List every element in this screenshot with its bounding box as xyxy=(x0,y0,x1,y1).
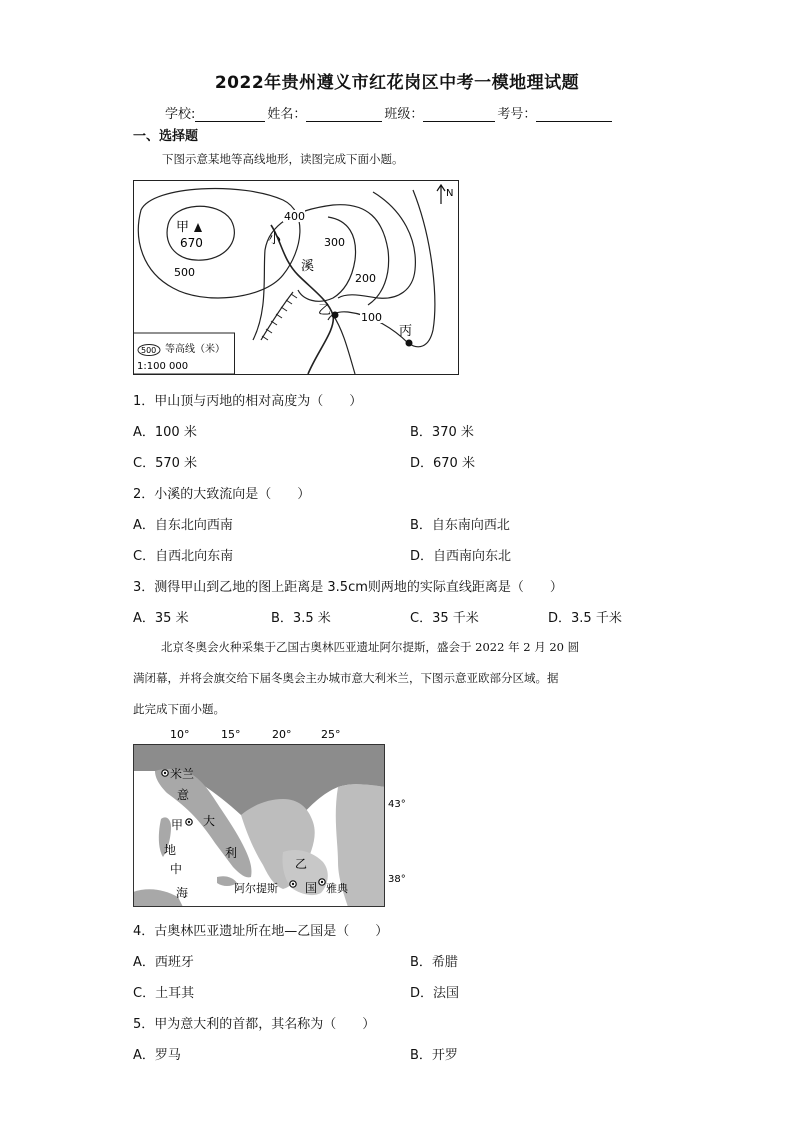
country-yi-label: 乙 xyxy=(295,857,308,871)
passage xyxy=(133,632,653,725)
lon-label-10: 10° xyxy=(170,728,190,741)
point-yi-marker xyxy=(332,312,339,319)
q1-option-c[interactable]: C．570 米 xyxy=(133,456,198,471)
class-label: 班级： xyxy=(384,107,424,122)
contour-label-400: 400 xyxy=(284,210,305,223)
altis-label: 阿尔提斯 xyxy=(234,882,278,895)
sea-char-1: 地 xyxy=(164,843,177,857)
lon-label-15: 15° xyxy=(221,728,241,741)
q2-option-d[interactable]: D．自西南向东北 xyxy=(410,549,512,564)
question-5-stem: 5．甲为意大利的首都，其名称为（ ） xyxy=(133,1017,376,1032)
q3-option-d[interactable]: D．3.5 千米 xyxy=(548,611,622,626)
passage-line-3: 此完成下面小题。 xyxy=(133,702,225,716)
italy-char-3: 利 xyxy=(225,846,238,860)
exam-no-blank[interactable] xyxy=(536,107,612,122)
q4-option-c[interactable]: C．土耳其 xyxy=(133,986,195,1001)
q2-option-a[interactable]: A．自东北向西南 xyxy=(133,518,233,533)
map-scale: 1:100 000 xyxy=(137,361,189,372)
contour-map xyxy=(133,180,459,375)
q5-option-a[interactable]: A．罗马 xyxy=(133,1048,181,1063)
peak-value: 670 xyxy=(180,236,203,250)
stream-char-1: 小 xyxy=(268,232,282,247)
q1-option-a[interactable]: A．100 米 xyxy=(133,425,197,440)
school-blank[interactable] xyxy=(195,107,265,122)
q4-option-b[interactable]: B．希腊 xyxy=(410,955,458,970)
peak-label: 甲 xyxy=(176,220,190,235)
legend-contour-value: 500 xyxy=(141,346,157,355)
italy-char-1: 意 xyxy=(177,788,190,802)
italy-char-2: 大 xyxy=(203,814,216,828)
q1-option-d[interactable]: D．670 米 xyxy=(410,456,475,471)
athens-label: 雅典 xyxy=(326,882,348,895)
north-arrow-icon: N xyxy=(446,188,454,199)
contour-label-200: 200 xyxy=(355,272,376,285)
sea-char-3: 海 xyxy=(176,886,189,900)
question-4-stem: 4．古奥林匹亚遗址所在地—乙国是（ ） xyxy=(133,924,389,939)
point-yi-label: 乙 xyxy=(318,303,332,318)
q3-option-b[interactable]: B．3.5 米 xyxy=(271,611,331,626)
class-blank[interactable] xyxy=(423,107,495,122)
question-3-stem: 3．测得甲山到乙地的图上距离是 3.5cm则两地的实际直线距离是（ ） xyxy=(133,580,563,595)
question-1-stem: 1．甲山顶与丙地的相对高度为（ ） xyxy=(133,394,363,409)
country-guo-label: 国 xyxy=(305,881,318,895)
lat-label-38: 38° xyxy=(388,874,406,885)
school-label: 学校: xyxy=(165,107,196,122)
point-bing-label: 丙 xyxy=(399,324,413,339)
page-title: 2022年贵州遵义市红花岗区中考一模地理试题 xyxy=(214,73,580,93)
q5-option-b[interactable]: B．开罗 xyxy=(410,1048,458,1063)
passage-line-2: 满闭幕，并将会旗交给下届冬奥会主办城市意大利米兰，下图示意亚欧部分区域。据 xyxy=(133,671,559,685)
student-info-line xyxy=(165,103,614,122)
name-blank[interactable] xyxy=(306,107,382,122)
sea-char-2: 中 xyxy=(170,862,183,876)
lat-label-43: 43° xyxy=(388,799,406,810)
exam-no-label: 考号： xyxy=(497,107,537,122)
point-bing-marker xyxy=(406,340,413,347)
q1-option-b[interactable]: B．370 米 xyxy=(410,425,474,440)
capital-jia-label: 甲 xyxy=(171,818,184,832)
milan-label: 米兰 xyxy=(170,767,195,781)
stream-char-2: 溪 xyxy=(301,259,315,274)
lon-label-25: 25° xyxy=(321,728,341,741)
q4-option-d[interactable]: D．法国 xyxy=(410,986,460,1001)
section-heading: 一、选择题 xyxy=(133,129,199,144)
intro-text: 下图示意某地等高线地形，读图完成下面小题。 xyxy=(162,152,404,166)
q3-option-c[interactable]: C．35 千米 xyxy=(410,611,479,626)
q3-option-a[interactable]: A．35 米 xyxy=(133,611,189,626)
mediterranean-map xyxy=(133,727,406,907)
question-2-stem: 2．小溪的大致流向是（ ） xyxy=(133,487,311,502)
q2-option-c[interactable]: C．自西北向东南 xyxy=(133,549,234,564)
passage-line-1: 北京冬奥会火种采集于乙国古奥林匹亚遗址阿尔提斯，盛会于 2022 年 2 月 20 圆 xyxy=(161,640,580,654)
legend-contour-text: 等高线（米） xyxy=(165,344,225,355)
contour-label-100: 100 xyxy=(361,311,382,324)
contour-label-300: 300 xyxy=(324,236,345,249)
q4-option-a[interactable]: A．西班牙 xyxy=(133,955,194,970)
lon-label-20: 20° xyxy=(272,728,292,741)
contour-label-500: 500 xyxy=(174,266,195,279)
name-label: 姓名： xyxy=(267,107,307,122)
q2-option-b[interactable]: B．自东南向西北 xyxy=(410,518,510,533)
